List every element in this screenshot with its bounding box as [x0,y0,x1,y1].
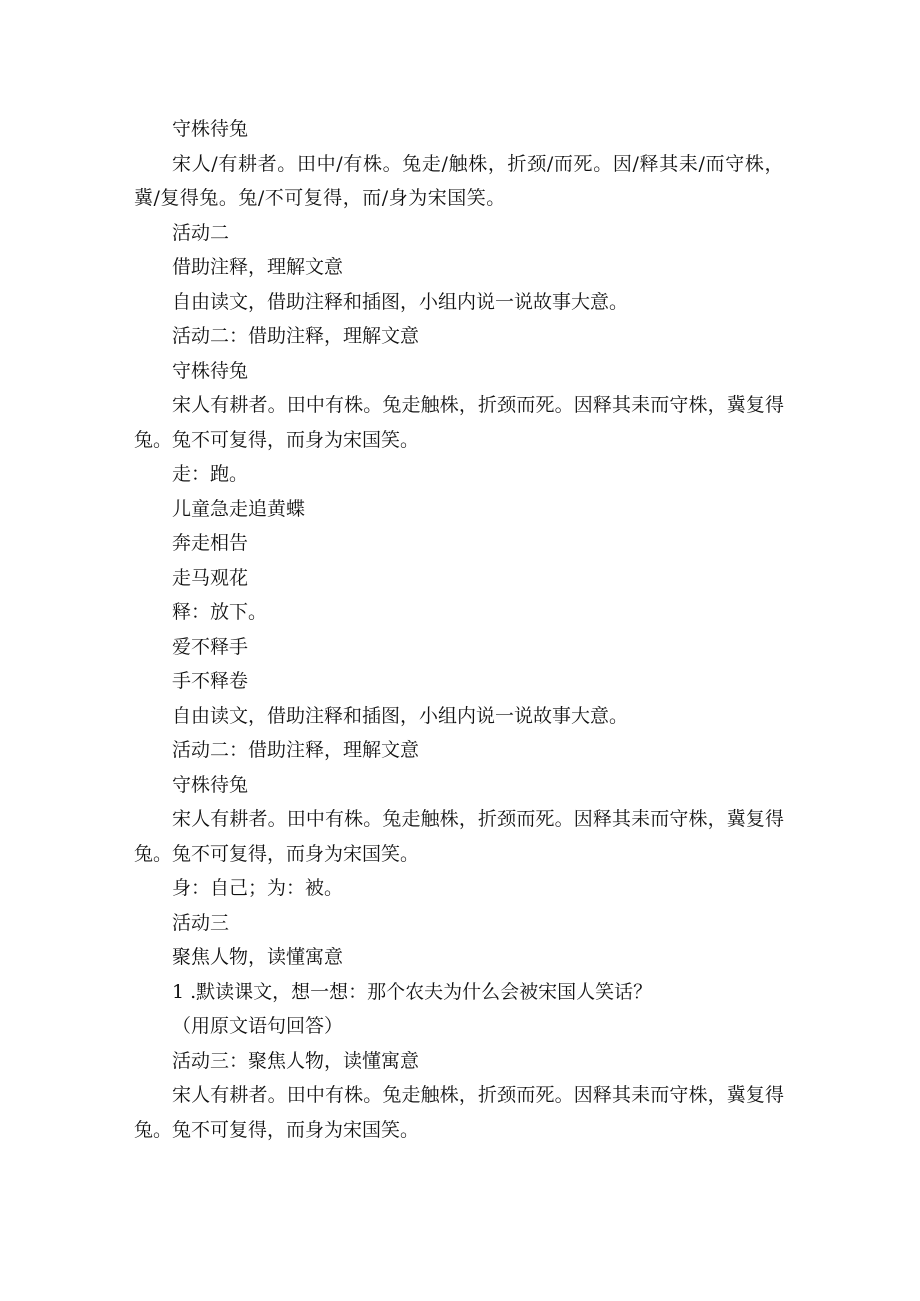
text-note-shi: 释：放下。 [172,601,268,623]
text-passage-2: 宋人有耕者。田中有株。兔走触株，折颈而死。因释其耒而守株，冀复得兔。兔不可复得，而身为宋国笑。 [134,394,784,451]
text-example-zou-3: 走马观花 [172,566,249,589]
text-activity-two-label-1: 活动二：借助注释，理解文意 [172,325,420,347]
document-page [134,112,784,1147]
text-passage-4: 宋人有耕者。田中有株。兔走触株，折颈而死。因释其耒而守株，冀复得兔。兔不可复得，而身为宋国笑。 [134,1084,784,1141]
text-activity-three-heading: 活动三 [172,911,230,934]
text-title-1: 守株待兔 [172,118,249,140]
text-question-1: 1 .默读课文，想一想：那个农夫为什么会被宋国人笑话？ [172,980,653,1003]
text-example-zou-2: 奔走相告 [172,532,249,554]
text-note-zou: 走：跑。 [172,463,249,485]
text-question-hint: （用原文语句回答） [172,1015,344,1037]
text-activity-two-label-2: 活动二：借助注释，理解文意 [172,739,420,761]
text-title-3: 守株待兔 [172,773,249,796]
text-passage-3: 宋人有耕者。田中有株。兔走触株，折颈而死。因释其耒而守株，冀复得兔。兔不可复得，而身为宋国笑。 [134,808,784,865]
text-title-2: 守株待兔 [172,359,249,382]
text-example-shi-2: 手不释卷 [172,670,249,692]
text-instruction-2: 自由读文，借助注释和插图，小组内说一说故事大意。 [172,704,629,727]
text-example-zou-1: 儿童急走追黄蝶 [172,497,306,520]
text-activity-three-label: 活动三：聚焦人物，读懂寓意 [172,1049,420,1072]
text-passage-divided: 宋人/有耕者。田中/有株。兔走/触株，折颈/而死。因/释其耒/而守株，冀/复得兔。兔/不可复得，而/身为宋国笑。 [134,152,784,209]
text-activity-two-subtitle: 借助注释，理解文意 [172,256,344,278]
text-note-shen-wei: 身：自己；为：被。 [172,877,344,899]
text-activity-three-subtitle: 聚焦人物，读懂寓意 [172,946,344,968]
text-activity-two-heading: 活动二 [172,221,230,244]
text-instruction-1: 自由读文，借助注释和插图，小组内说一说故事大意。 [172,290,629,313]
text-example-shi-1: 爱不释手 [172,635,249,658]
